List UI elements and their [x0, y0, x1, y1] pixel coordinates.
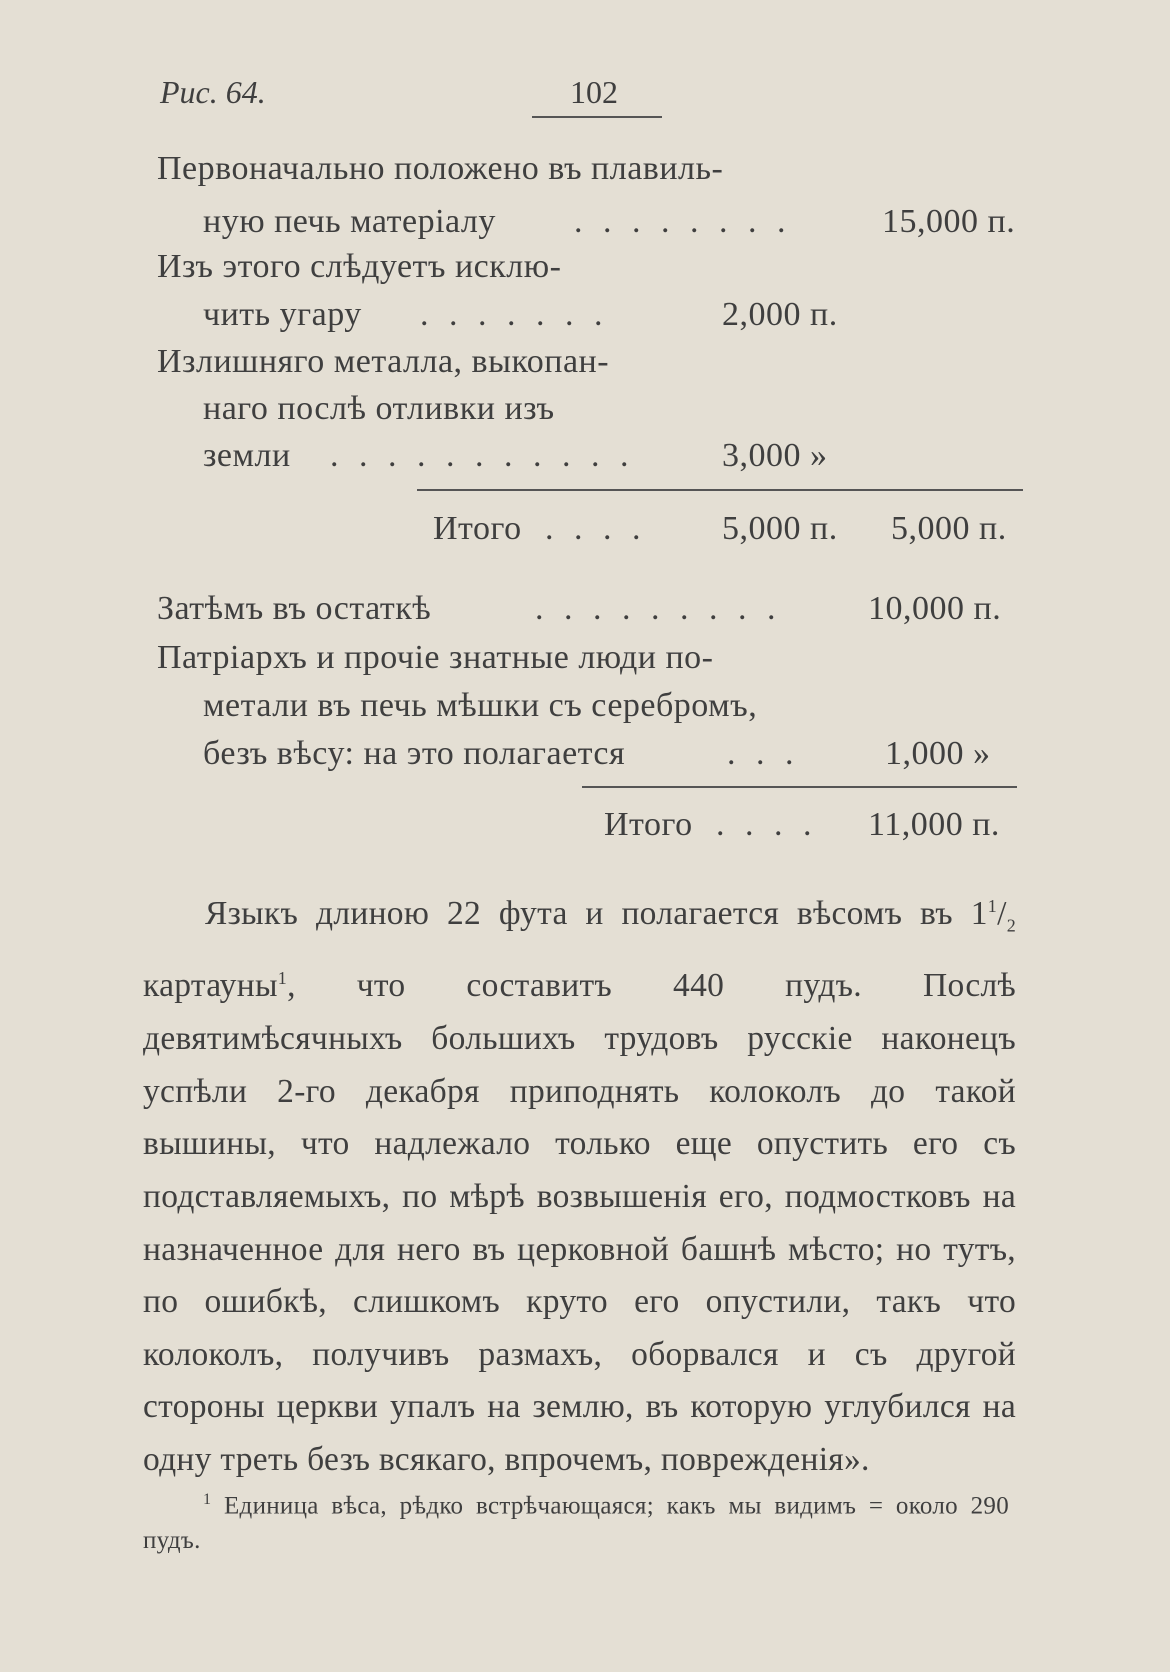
acc-line-7: земли [203, 437, 291, 474]
acc-line-9: Патріархъ и прочіе знатные люди по- [157, 639, 714, 676]
acc-line-4-amount: 2,000 п. [722, 296, 838, 333]
figure-reference: Рис. 64. [160, 74, 266, 110]
acc-line-2-dots: . . . . . . . . [574, 203, 792, 240]
total-1-amount-b: 5,000 п. [891, 510, 1007, 547]
total-2-label: Итого [604, 806, 693, 843]
total-1-amount-a: 5,000 п. [722, 510, 838, 547]
acc-line-5: Излишняго металла, выкопан- [157, 343, 610, 380]
acc-line-1: Первоначально положено въ плавиль- [157, 150, 724, 187]
acc-line-4: чить угару [203, 296, 362, 333]
acc-line-11: безъ вѣсу: на это полагается [203, 735, 626, 772]
page-number: 102 [570, 74, 618, 110]
acc-line-2: ную печь матеріалу [203, 203, 496, 240]
fraction-denominator: 2 [1006, 915, 1016, 936]
total-1-dots: . . . . [545, 510, 647, 547]
acc-line-6: наго послѣ отливки изъ [203, 390, 555, 427]
para-part-3: , что составитъ 440 пудъ. Послѣ девятимѣсячныхъ большихъ трудовъ русскіе наконецъ успѣли 2-го декабря приподнять колоколъ до такой вышины, что надлежало только еще опустить его съ подставляемыхъ, по мѣрѣ возвышенія его, подмостковъ на назначенное для него въ церковной башнѣ мѣсто; но тутъ, по ошибкѣ, слишкомъ круто его опустили, такъ что колоколъ, получивъ размахъ, оборвался и съ другой стороны церкви упалъ на землю, въ которую углубился на одну треть безъ всякаго, впрочемъ, поврежденія». [143, 967, 1016, 1478]
total-2-amount: 11,000 п. [868, 806, 1000, 843]
acc-line-8-amount: 10,000 п. [868, 590, 1002, 627]
acc-line-10: метали въ печь мѣшки съ серебромъ, [203, 687, 758, 724]
acc-line-11-amount: 1,000 » [885, 735, 991, 772]
footnote-marker: 1 [203, 1491, 212, 1508]
acc-line-2-amount: 15,000 п. [882, 203, 1016, 240]
para-part-1: Языкъ длиною 22 фута и полагается вѣсомъ въ 1 [205, 895, 988, 933]
acc-line-8-dots: . . . . . . . . . [535, 590, 782, 627]
subtotal-rule-2 [582, 786, 1017, 788]
fraction: $^1/_2$ [987, 895, 1016, 936]
acc-line-3: Изъ этого слѣдуетъ исклю- [157, 248, 562, 285]
total-2-dots: . . . . [716, 806, 818, 843]
footnote [143, 1482, 1009, 1558]
subtotal-rule-1 [417, 489, 1023, 491]
footnote-text: Единица вѣса, рѣдко встрѣчающаяся; какъ мы видимъ = около 290 пудъ. [143, 1492, 1009, 1555]
fraction-numerator: 1 [987, 896, 998, 916]
para-part-2: картауны [143, 967, 278, 1005]
acc-line-11-dots: . . . [727, 735, 800, 772]
acc-line-8: Затѣмъ въ остаткѣ [157, 590, 432, 627]
total-1-label: Итого [433, 510, 522, 547]
acc-line-4-dots: . . . . . . . [420, 296, 609, 333]
body-paragraph [143, 880, 1016, 1487]
acc-line-7-amount: 3,000 » [722, 437, 828, 474]
acc-line-7-dots: . . . . . . . . . . . [330, 437, 635, 474]
footnote-reference[interactable]: 1 [277, 968, 288, 989]
header-rule [532, 116, 662, 118]
